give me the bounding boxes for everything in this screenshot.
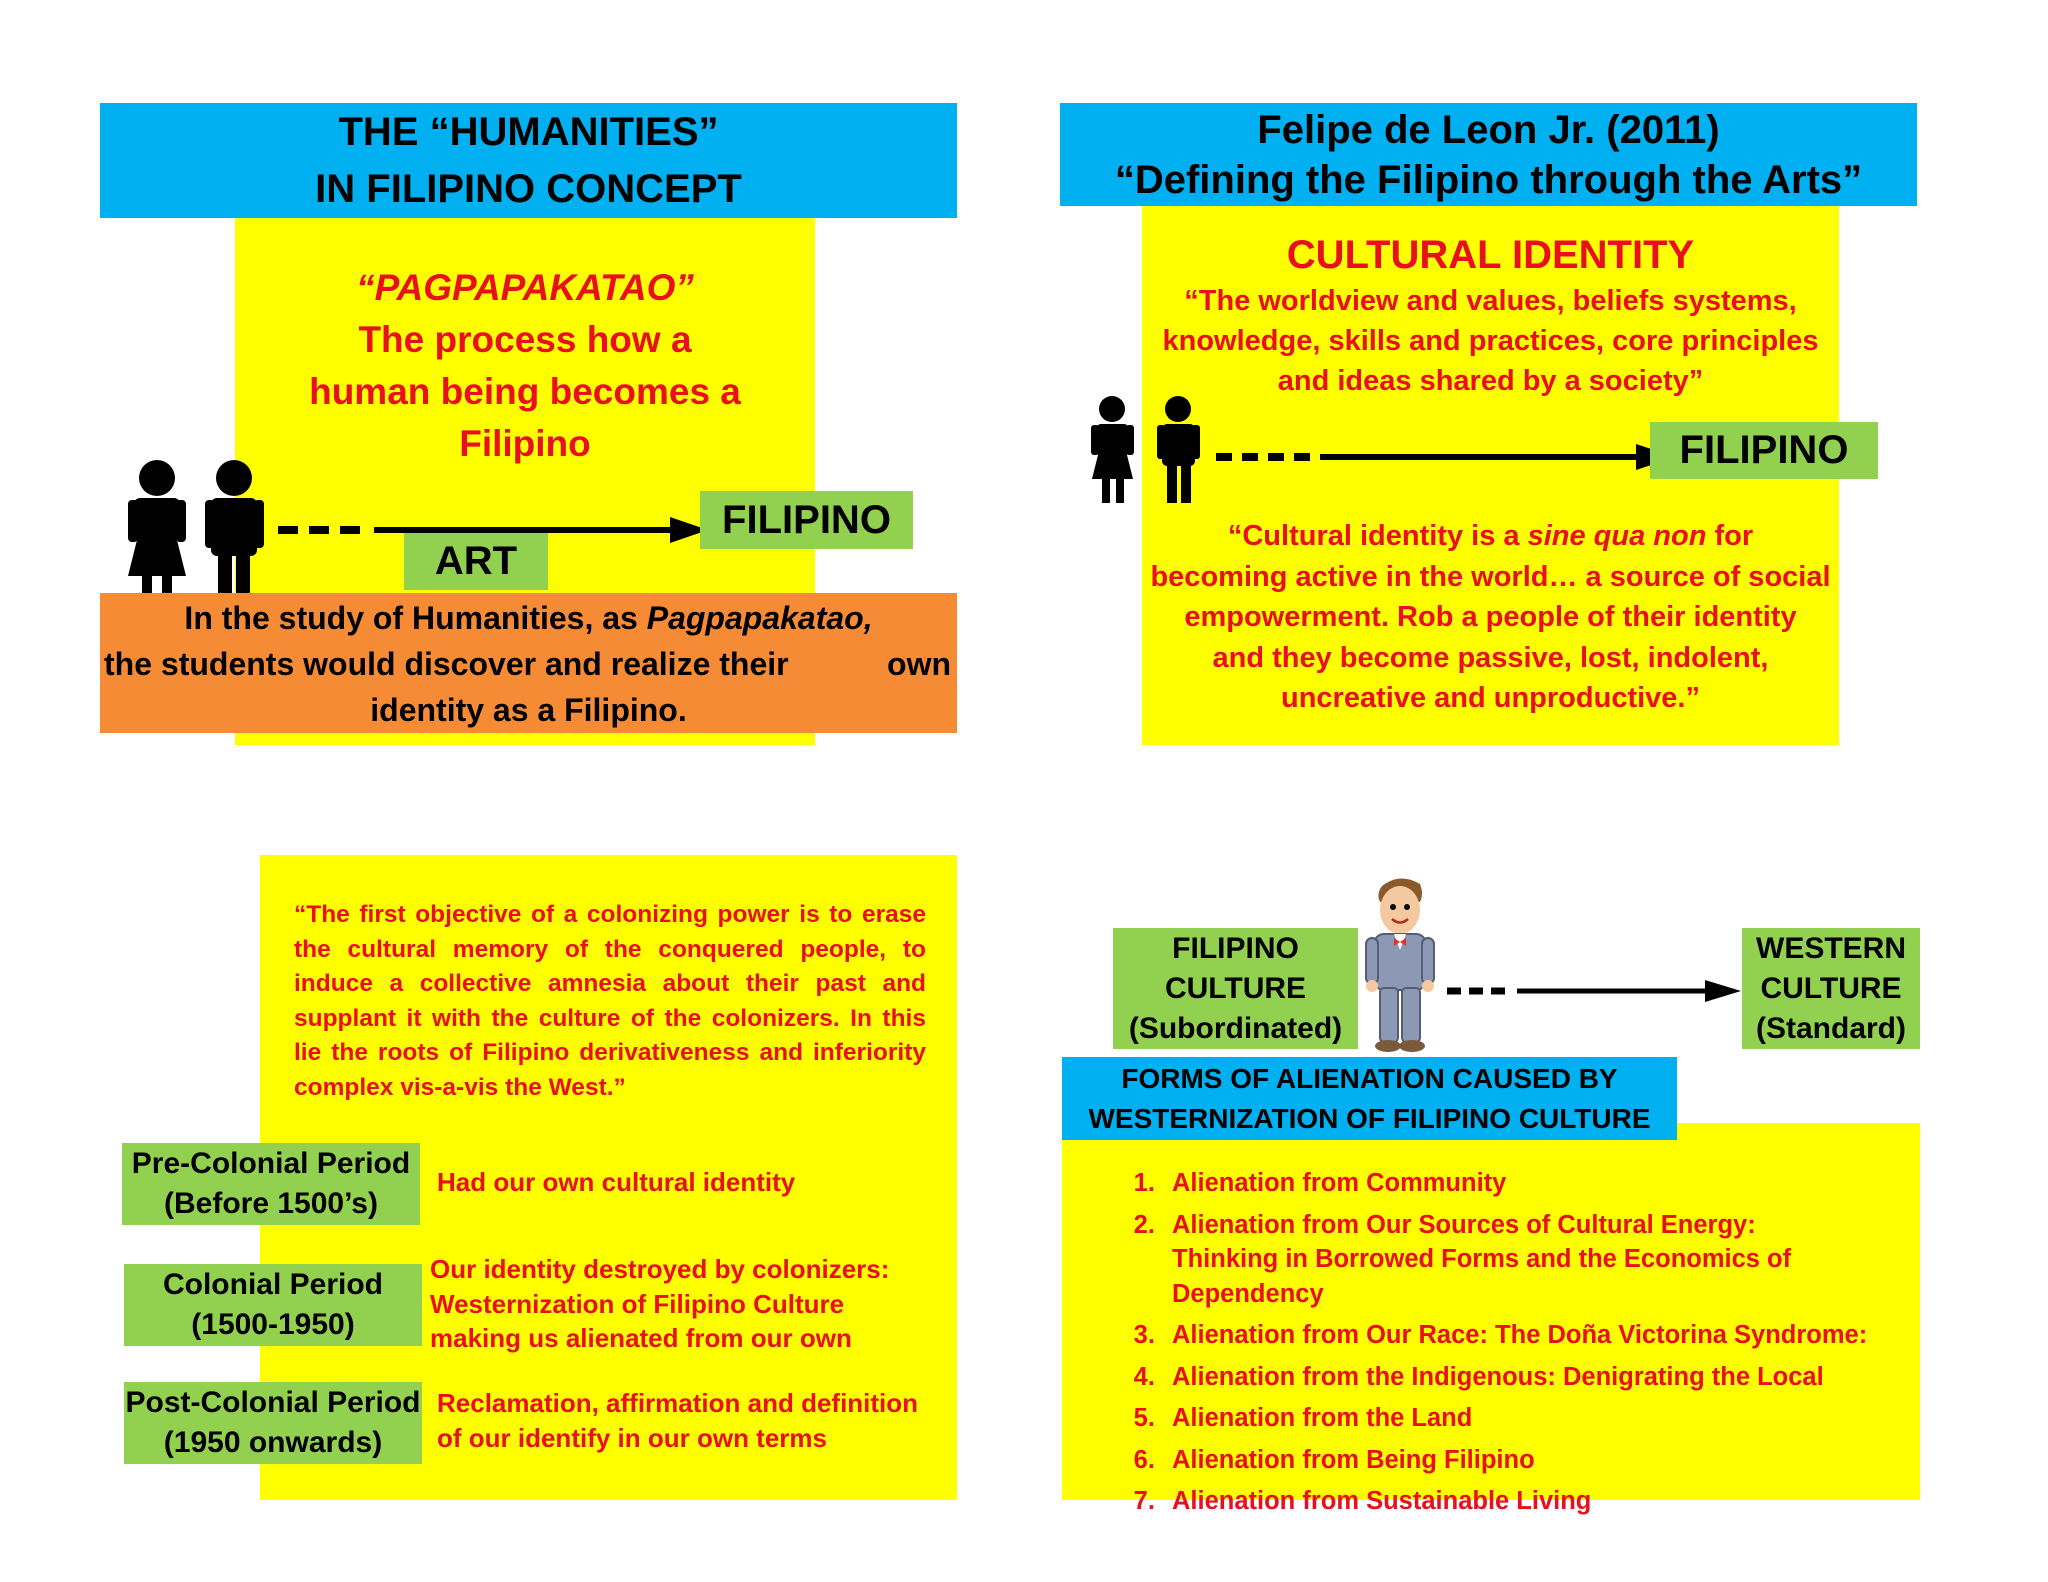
panel1-note-line3: identity as a Filipino. <box>370 692 687 728</box>
panel1-header-line2: IN FILIPINO CONCEPT <box>315 167 742 211</box>
list-item: 3. Alienation from Our Race: The Doña Victorina Syndrome: <box>1162 1318 1868 1353</box>
panel2-header-line2: “Defining the Filipino through the Arts” <box>1114 158 1863 202</box>
panel1-note-line1: In the study of Humanities, as Pagpapakatao, <box>184 600 873 636</box>
art-label: ART <box>404 533 548 590</box>
list-item: 2. Alienation from Our Sources of Cultural Energy: Thinking in Borrowed Forms and the Economics of Dependency <box>1162 1208 1868 1312</box>
filipino-label: FILIPINO <box>700 491 913 549</box>
list-item: 6. Alienation from Being Filipino <box>1162 1443 1868 1478</box>
alienation-list <box>1128 1166 1868 1519</box>
panel2-header-line1: Felipe de Leon Jr. (2011) <box>1257 108 1720 152</box>
cultural-identity-title: CULTURAL IDENTITY <box>1286 233 1695 277</box>
alienation-header: FORMS OF ALIENATION CAUSED BY WESTERNIZATION OF FILIPINO CULTURE <box>1062 1057 1677 1140</box>
list-item: 7. Alienation from Sustainable Living <box>1162 1484 1868 1519</box>
panel1-def-line2: human being becomes a <box>309 371 741 412</box>
cultural-identity-definition: “The worldview and values, beliefs systems, knowledge, skills and practices, core principles and ideas shared by a society” <box>1162 285 1819 397</box>
cultural-identity-quote: “Cultural identity is a sine qua non for becoming active in the world… a source of social empowerment. Rob a people of their identity and they become passive, lost, indolent, uncreative and unproductive.” <box>1150 520 1831 714</box>
filipino-culture-box: FILIPINO CULTURE (Subordinated) <box>1113 928 1358 1049</box>
period-label-precolonial: Pre-Colonial Period (Before 1500’s) <box>122 1143 420 1225</box>
cartoon-man-icon <box>1360 874 1440 1054</box>
western-culture-box: WESTERN CULTURE (Standard) <box>1742 928 1920 1049</box>
people-icon <box>1086 395 1206 505</box>
panel1-note-line2: the students would discover and realize their own <box>104 646 951 682</box>
alienation-items <box>1128 1166 1868 1519</box>
period-desc-precolonial: Had our own cultural identity <box>437 1167 796 1197</box>
colonizing-quote: “The first objective of a colonizing power is to erase the cultural memory of the conquered people, to induce a collective amnesia about their past and supplant it with the culture of the colonizers. In this lie the roots of Filipino derivativeness and inferiority complex vis-a-vis the West.” <box>294 901 926 1101</box>
panel2-header <box>1060 103 1917 206</box>
panel1-header-line1: THE “HUMANITIES” <box>338 110 719 154</box>
pagpapakatao-term: “PAGPAPAKATAO” <box>356 267 694 308</box>
panel2-arrow <box>1212 440 1678 474</box>
list-item: 1. Alienation from Community <box>1162 1166 1868 1201</box>
list-item: 5. Alienation from the Land <box>1162 1401 1868 1436</box>
period-desc-colonial: Our identity destroyed by colonizers: Westernization of Filipino Culture making us alienated from our own <box>430 1254 890 1353</box>
people-icon <box>124 458 274 608</box>
period-desc-postcolonial: Reclamation, affirmation and definition of our identify in our own terms <box>437 1388 919 1453</box>
panel1-def-line3: Filipino <box>459 423 591 464</box>
panel1-header <box>100 103 957 218</box>
panel1-definition <box>235 262 815 470</box>
panel1-note <box>100 593 957 733</box>
period-label-colonial: Colonial Period (1500-1950) <box>124 1264 422 1346</box>
filipino-label: FILIPINO <box>1650 422 1878 479</box>
period-label-postcolonial: Post-Colonial Period (1950 onwards) <box>124 1382 422 1464</box>
panel1-def-line1: The process how a <box>358 319 692 360</box>
panel4-arrow <box>1443 974 1745 1008</box>
list-item: 4. Alienation from the Indigenous: Denigrating the Local <box>1162 1360 1868 1395</box>
